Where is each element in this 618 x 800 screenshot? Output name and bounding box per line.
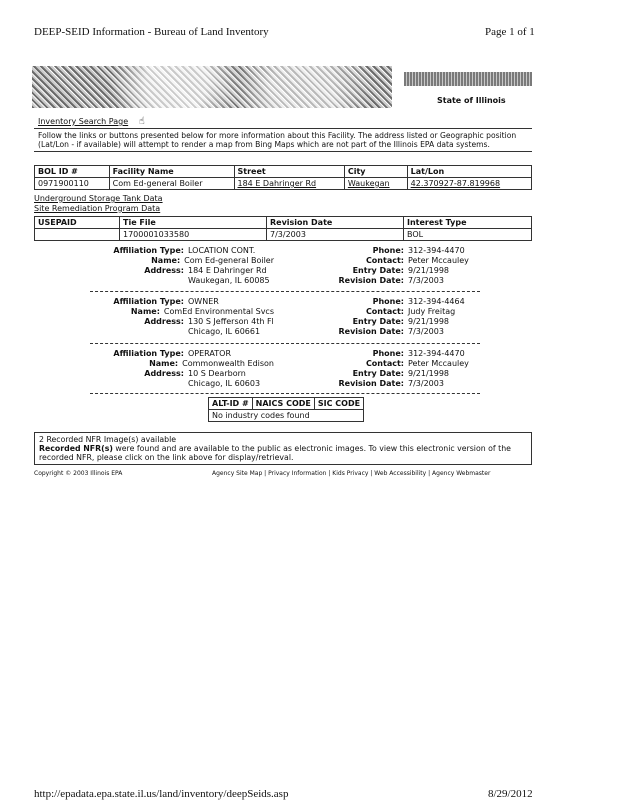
entry-date-value: 9/21/1998 <box>408 369 450 378</box>
bol-id-cell: 0971900110 <box>35 178 110 190</box>
affiliation-left <box>34 297 274 337</box>
contact-value: Peter Mccauley <box>408 256 469 265</box>
affiliation-type-label: Affiliation Type: <box>113 246 184 255</box>
contact-label: Contact: <box>365 359 404 368</box>
intro-text: Follow the links or buttons presented below for more information about this Facility. The address listed or Geographic position (Lat/Lon - if available) will attempt to render a map from Bing Maps which are not part of the Illinois EPA data systems. <box>34 128 532 152</box>
name-label: Name: <box>130 307 160 316</box>
naics-header: NAICS CODE <box>252 398 314 410</box>
facility-row <box>35 178 532 190</box>
affiliation-type-label: Affiliation Type: <box>113 349 184 358</box>
phone-value: 312-394-4470 <box>408 246 465 255</box>
print-date: 8/29/2012 <box>488 788 533 800</box>
divider <box>90 291 480 292</box>
facility-table <box>34 165 532 190</box>
address-line2: Waukegan, IL 60085 <box>188 276 270 285</box>
contact-value: Judy Freitag <box>408 307 456 316</box>
phone-value: 312-394-4464 <box>408 297 465 306</box>
name-value: ComEd Environmental Svcs <box>163 307 274 316</box>
street-map-link[interactable]: 184 E Dahringer Rd <box>237 179 317 188</box>
entry-date-label: Entry Date: <box>352 266 404 275</box>
revision-date-value: 7/3/2003 <box>408 327 444 336</box>
footer-links[interactable]: Agency Site Map | Privacy Information | Kids Privacy | Web Accessibility | Agency Webmaster <box>212 470 491 477</box>
name-label: Name: <box>151 256 181 265</box>
ust-table <box>34 216 532 241</box>
facility-header: Facility Name <box>109 166 234 178</box>
latlon-map-link[interactable]: 42.370927-87.819968 <box>410 179 501 188</box>
print-url: http://epadata.epa.state.il.us/land/inventory/deepSeids.asp <box>34 788 289 800</box>
name-value: Com Ed-general Boiler <box>184 256 274 265</box>
revision-date-label: Revision Date: <box>338 276 404 285</box>
naics-header: SIC CODE <box>314 398 363 410</box>
affiliation-type-value: LOCATION CONT. <box>188 246 256 255</box>
entry-date-label: Entry Date: <box>352 369 404 378</box>
phone-label: Phone: <box>372 246 404 255</box>
address-line2: Chicago, IL 60603 <box>188 379 261 388</box>
divider <box>90 343 480 344</box>
facility-header-row <box>35 166 532 178</box>
latlon-cell <box>407 178 531 190</box>
ust-header: Interest Type <box>404 217 532 229</box>
nfr-text: were found and are available to the public as electronic images. To view this electronic version of the recorded NFR, please click on the link above for display/retrieval. <box>39 444 511 462</box>
revision-date-label: Revision Date: <box>338 379 404 388</box>
address-label: Address: <box>144 369 184 378</box>
affiliation-type-value: OWNER <box>188 297 219 306</box>
naics-section <box>208 397 361 422</box>
facility-name-cell: Com Ed-general Boiler <box>109 178 234 190</box>
banner-image <box>32 66 392 108</box>
banner-text-graphic <box>404 72 532 86</box>
affiliation-right <box>274 297 532 337</box>
divider <box>90 393 480 394</box>
nfr-description <box>39 444 527 462</box>
tie-file-cell: 1700001033580 <box>120 229 267 241</box>
contact-value: Peter Mccauley <box>408 359 469 368</box>
ust-header: Revision Date <box>267 217 404 229</box>
revision-date-value: 7/3/2003 <box>408 276 444 285</box>
contact-label: Contact: <box>365 307 404 316</box>
affiliation-right <box>274 349 532 389</box>
phone-label: Phone: <box>372 297 404 306</box>
city-cell <box>344 178 407 190</box>
address-label: Address: <box>144 317 184 326</box>
nfr-section <box>34 432 532 465</box>
phone-value: 312-394-4470 <box>408 349 465 358</box>
naics-header-row <box>209 398 364 410</box>
street-cell <box>234 178 344 190</box>
facility-header: City <box>344 166 407 178</box>
name-label: Name: <box>149 359 179 368</box>
print-title: DEEP-SEID Information - Bureau of Land Inventory <box>34 26 269 38</box>
ust-row <box>35 229 532 241</box>
section-links <box>34 194 163 214</box>
address-label: Address: <box>144 266 184 275</box>
nav-row <box>38 116 145 127</box>
name-value: Commonwealth Edison <box>182 359 274 368</box>
address-line1: 10 S Dearborn <box>188 369 246 378</box>
pointer-hand-icon: ☝ <box>138 116 145 127</box>
inventory-search-link[interactable]: Inventory Search Page <box>38 117 129 126</box>
ust-header-row <box>35 217 532 229</box>
state-name: State of Illinois <box>437 96 506 105</box>
affiliation-left <box>34 349 274 389</box>
ust-header: Tie File <box>120 217 267 229</box>
naics-empty-message: No industry codes found <box>209 410 364 422</box>
print-page-number: Page 1 of 1 <box>485 26 535 38</box>
interest-type-cell: BOL <box>404 229 532 241</box>
entry-date-value: 9/21/1998 <box>408 317 450 326</box>
naics-header: ALT-ID # <box>209 398 253 410</box>
affiliation-right <box>274 246 532 286</box>
affiliation-type-value: OPERATOR <box>188 349 232 358</box>
site-banner <box>32 66 532 110</box>
entry-date-value: 9/21/1998 <box>408 266 450 275</box>
nfr-count-link[interactable]: 2 Recorded NFR Image(s) available <box>39 435 177 444</box>
ust-data-link[interactable]: Underground Storage Tank Data <box>34 194 163 203</box>
facility-header: Street <box>234 166 344 178</box>
address-line2: Chicago, IL 60661 <box>188 327 261 336</box>
srp-data-link[interactable]: Site Remediation Program Data <box>34 204 161 213</box>
affiliation-left <box>34 246 274 286</box>
contact-label: Contact: <box>365 256 404 265</box>
print-header <box>0 0 618 40</box>
nfr-bold-label: Recorded NFR(s) <box>39 444 113 453</box>
ust-header: USEPAID <box>35 217 120 229</box>
entry-date-label: Entry Date: <box>352 317 404 326</box>
facility-header: BOL ID # <box>35 166 110 178</box>
naics-row <box>209 410 364 422</box>
naics-table <box>208 397 364 422</box>
address-line1: 184 E Dahringer Rd <box>188 266 267 275</box>
usepaid-cell <box>35 229 120 241</box>
phone-label: Phone: <box>372 349 404 358</box>
revision-date-value: 7/3/2003 <box>408 379 444 388</box>
facility-header: Lat/Lon <box>407 166 531 178</box>
revision-date-cell: 7/3/2003 <box>267 229 404 241</box>
copyright: Copyright © 2003 Illinois EPA <box>34 470 123 477</box>
address-line1: 130 S Jefferson 4th Fl <box>188 317 274 326</box>
city-map-link[interactable]: Waukegan <box>347 179 390 188</box>
affiliation-type-label: Affiliation Type: <box>113 297 184 306</box>
revision-date-label: Revision Date: <box>338 327 404 336</box>
